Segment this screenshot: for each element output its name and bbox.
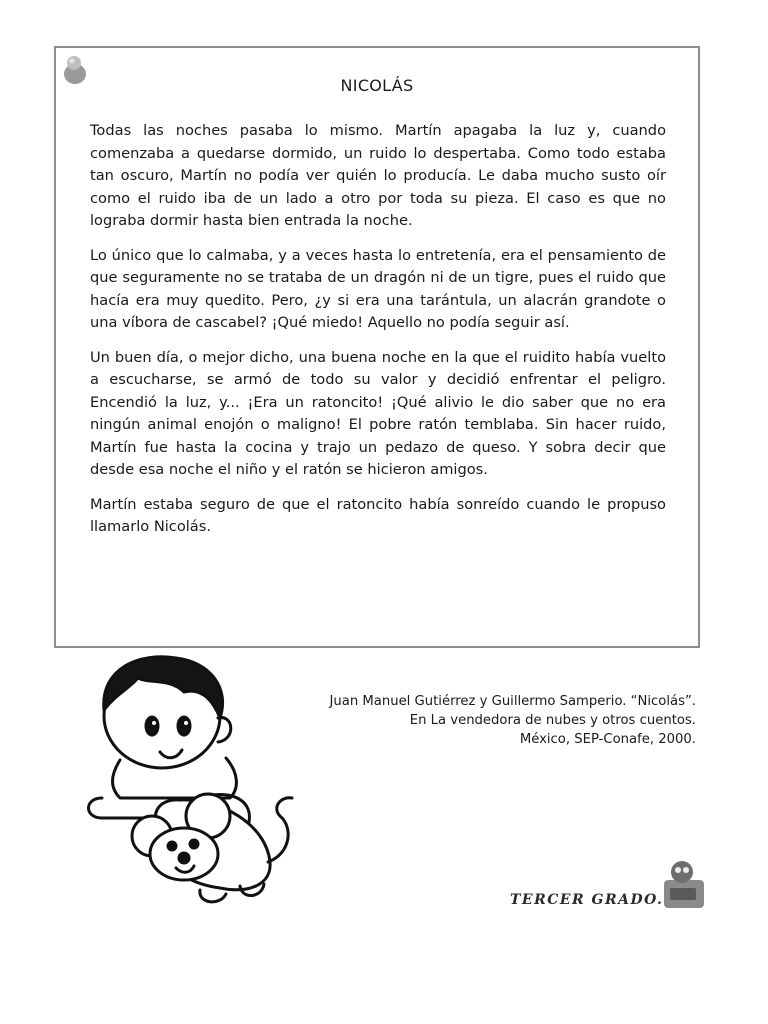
grade-label: TERCER GRADO. — [510, 892, 664, 908]
story-box — [54, 46, 700, 648]
citation-line: México, SEP-Conafe, 2000. — [519, 732, 696, 747]
story-paragraph: Un buen día, o mejor dicho, una buena noche en la que el ruidito había vuelto a escucharse, se armó de todo su valor y decidió enfrentar el peligro. Encendió la luz, y... ¡Era un ratoncito! ¡Qué alivio le dio saber que no era ningún animal enojón o maligno! El pobre ratón temblaba. Sin hacer ruido, Martín fue hasta la cocina y trajo un pedazo de queso. Y sobra decir que desde esa noche el niño y el ratón se hicieron amigos. — [90, 348, 666, 478]
story-paragraph: Martín estaba seguro de que el ratoncito había sonreído cuando le propuso llamarlo Nicolás. — [90, 495, 666, 535]
story-paragraph: Lo único que lo calmaba, y a veces hasta lo entretenía, era el pensamiento de que seguramente no se trataba de un dragón ni de un tigre, pues el ruido que hacía era muy quedito. Pero, ¿y si era una tarántula, un alacrán grandote o una víbora de cascabel? ¡Qué miedo! Aquello no podía seguir así. — [90, 246, 666, 331]
boy-and-mouse-illustration — [80, 648, 310, 918]
story-title: NICOLÁS — [340, 76, 414, 95]
citation-line: En La vendedora de nubes y otros cuentos. — [409, 713, 696, 728]
citation — [330, 692, 696, 749]
grade-mascot-icon — [662, 858, 706, 910]
citation-line: Juan Manuel Gutiérrez y Guillermo Samperio. “Nicolás”. — [329, 694, 696, 709]
story-body — [90, 120, 666, 551]
story-paragraph: Todas las noches pasaba lo mismo. Martín apagaba la luz y, cuando comenzaba a quedarse dormido, un ruido lo despertaba. Como todo estaba tan oscuro, Martín no podía ver quién lo producía. Le daba mucho susto oír como el ruido iba de un lado a otro por toda su pieza. El caso es que no lograba dormir hasta bien entrada la noche. — [90, 122, 666, 229]
